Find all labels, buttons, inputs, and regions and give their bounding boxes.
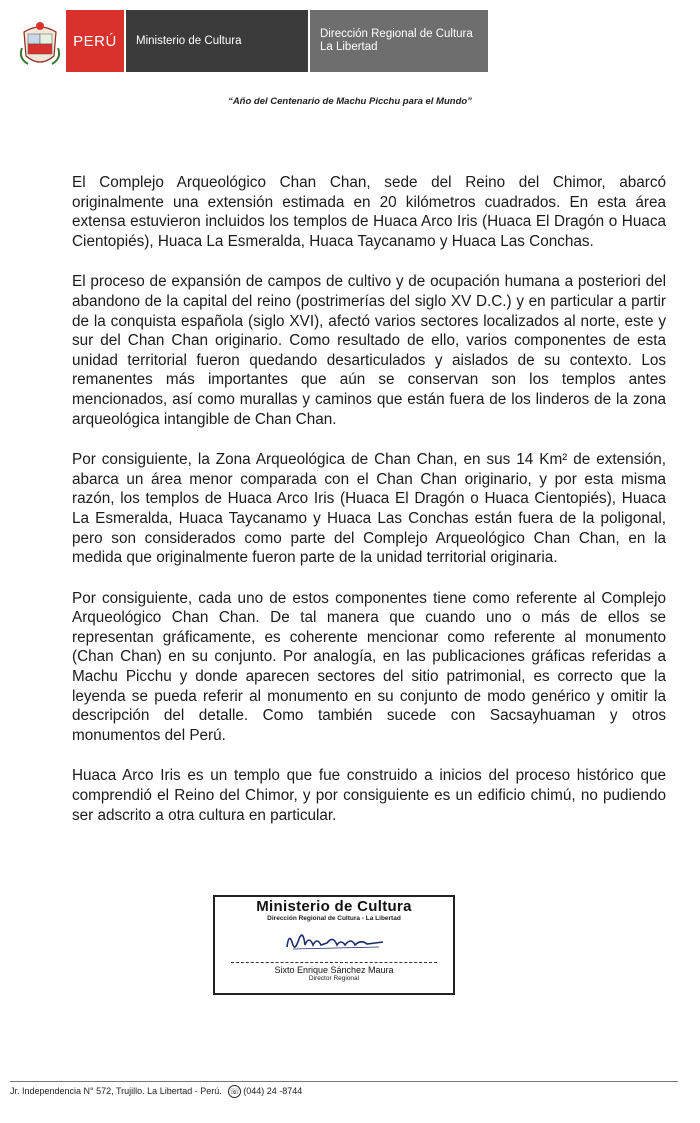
footer-phone: (044) 24 -8744 xyxy=(243,1085,303,1096)
paragraph-2: El proceso de expansión de campos de cultivo y de ocupación humana a posteriori del abandono de la capital del reino (postrimerías del siglo XV D.C.) y en particular a partir de la conquista española (siglo XVI), afectó varios sectores localizados al norte, este y sur del Chan Chan originario. Como resultado de ello, varios componentes de esta unidad territorial fueron quedando desarticulados y aislados de su contexto. Los remanentes más importantes que aún se conservan son los templos antes mencionados, así como murallas y caminos que están fuera de los linderos de la zona arqueológica intangible de Chan Chan. xyxy=(72,273,666,428)
paragraph-3: Por consiguiente, la Zona Arqueológica de Chan Chan, en sus 14 Km² de extensión, abarca un área menor comparada con el Chan Chan originario, y por esta misma razón, los templos de Huaca Arco Iris (Huaca El Dragón o Huaca Cientopiés), Huaca La Esmeralda, Huaca Taycanamo y Huaca Las Conchas están fuera de la poligonal, pero son considerados como parte del Complejo Arqueológico Chan Chan, en la medida que originalmente fueron parte de la unidad territorial originaria. xyxy=(72,451,666,567)
peru-coat-of-arms-icon xyxy=(18,18,62,70)
ministry-label: Ministerio de Cultura xyxy=(136,35,242,47)
signatory-role: Director Regional xyxy=(308,975,360,982)
peru-brand-block xyxy=(66,10,124,72)
signature-line xyxy=(231,962,437,963)
phone-icon: ☏ xyxy=(229,1087,240,1096)
stamp-organization: Ministerio de Cultura xyxy=(256,898,412,915)
paragraph-1: El Complejo Arqueológico Chan Chan, sede del Reino del Chimor, abarcó originalmente una extensión estimada en 20 kilómetros cuadrados. En esta área extensa estuvieron incluidos los templos de Huaca Arco Iris (Huaca El Dragón o Huaca Cientopiés), Huaca La Esmeralda, Huaca Taycanamo y Huaca Las Conchas. xyxy=(72,174,666,250)
stamp-subunit: Dirección Regional de Cultura - La Libertad xyxy=(267,915,401,922)
region-label-line2: La Libertad xyxy=(320,41,378,53)
footer-divider xyxy=(10,1081,678,1082)
region-brand-block xyxy=(310,10,488,72)
ministry-brand-block xyxy=(126,10,308,72)
country-label: PERÚ xyxy=(73,32,117,50)
letter-body xyxy=(72,173,666,846)
signatory-name: Sixto Enrique Sánchez Maura xyxy=(274,965,394,975)
official-stamp xyxy=(213,895,455,995)
paragraph-5: Huaca Arco Iris es un templo que fue construido a inicios del proceso histórico que comprendió el Reino del Chimor, y por consiguiente es un edificio chimú, no pudiendo ser adscrito a otra cultura en particular. xyxy=(72,767,666,824)
region-label-line1: Dirección Regional de Cultura xyxy=(320,28,473,40)
footer-address: Jr. Independencia N° 572, Trujillo. La Libertad - Perú. xyxy=(10,1085,222,1096)
signature xyxy=(279,925,389,955)
footer xyxy=(10,1085,302,1098)
paragraph-4: Por consiguiente, cada uno de estos componentes tiene como referente al Complejo Arqueológico Chan Chan. De tal manera que cuando uno o más de ellos se representan gráficamente, es coherente mencionar como referente al monumento (Chan Chan) en su conjunto. Por analogía, en las publicaciones gráficas referidas a Machu Picchu y donde aparecen sectores del sitio patrimonial, es correcto que la leyenda se pueda referir al monumento en su conjunto de modo genérico y omitir la descripción del detalle. Como también sucede con Sacsayhuaman y otros monumentos del Perú. xyxy=(72,589,666,744)
year-motto: “Año del Centenario de Machu Picchu para el Mundo” xyxy=(228,96,472,107)
